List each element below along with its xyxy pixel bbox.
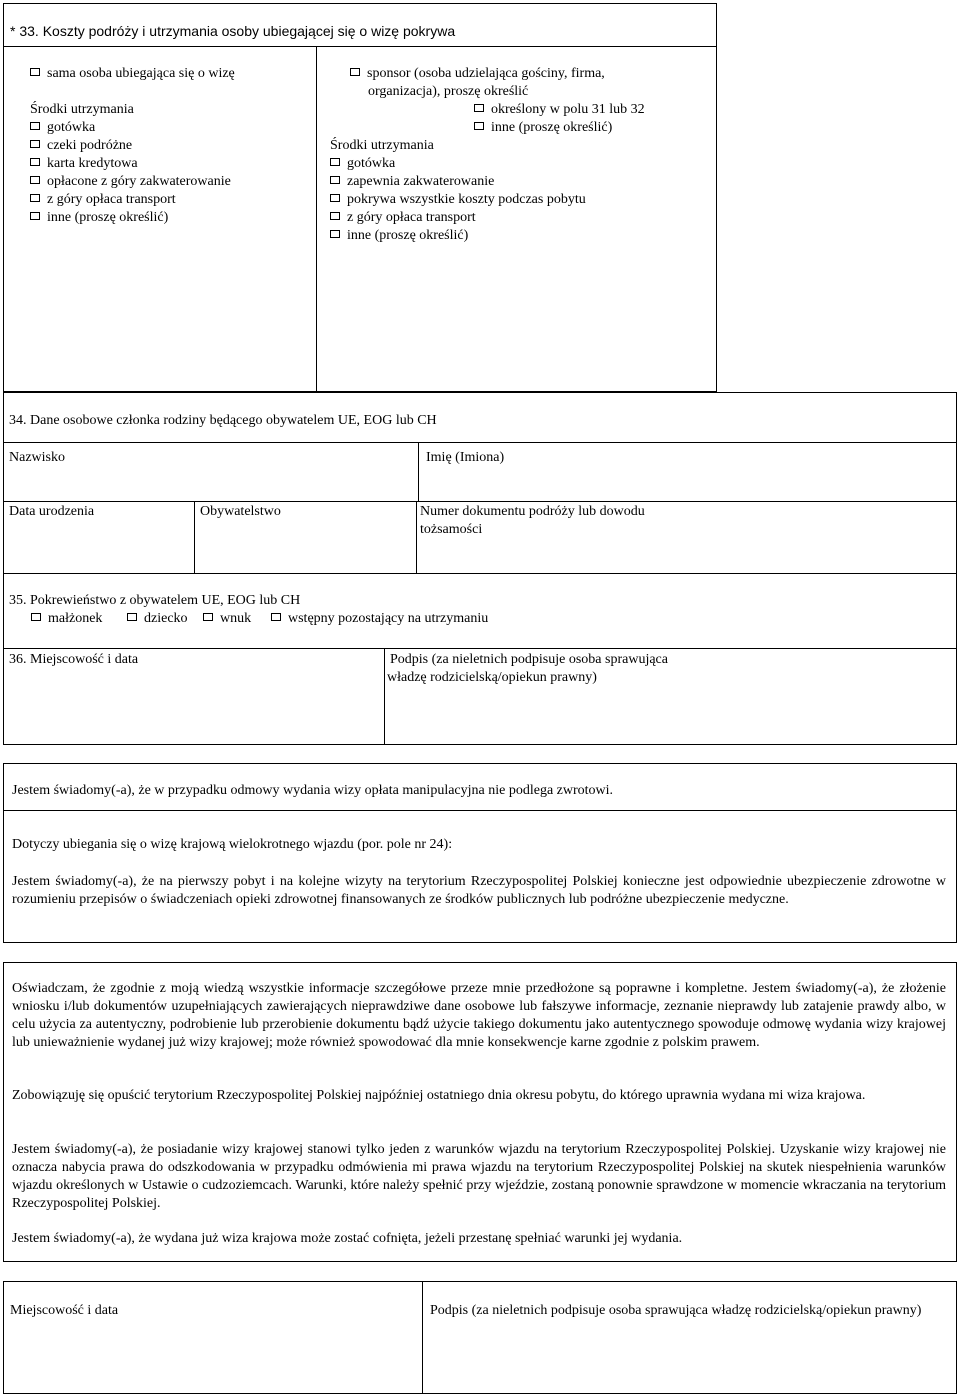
given-names-field[interactable]: Imię (Imiona): [426, 450, 505, 465]
checkbox-icon[interactable]: [330, 194, 340, 202]
option-left-prepaid-transport[interactable]: z góry opłaca transport: [30, 191, 176, 209]
checkbox-icon[interactable]: [30, 194, 40, 202]
section-35-title: 35. Pokrewieństwo z obywatelem UE, EOG lub CH: [9, 593, 301, 608]
option-applicant-self[interactable]: sama osoba ubiegająca się o wizę: [30, 65, 235, 83]
option-spouse[interactable]: małżonek: [31, 610, 102, 628]
checkbox-icon[interactable]: [30, 68, 40, 76]
left-means-header: Środki utrzymania: [30, 102, 134, 117]
sponsor-line-2: organizacja), proszę określić: [368, 84, 529, 99]
option-left-prepaid-accommodation[interactable]: opłacone z góry zakwaterowanie: [30, 173, 231, 191]
surname-field[interactable]: Nazwisko: [9, 450, 65, 465]
s34-divider-v3: [416, 501, 417, 573]
s35-divider: [3, 648, 957, 649]
section-34-36-box: [3, 392, 957, 745]
footer-signature-field[interactable]: Podpis (za nieletnich podpisuje osoba sprawująca władzę rodzicielską/opiekun prawny): [430, 1303, 922, 1318]
checkbox-icon[interactable]: [30, 140, 40, 148]
checkbox-icon[interactable]: [271, 613, 281, 621]
checkbox-icon[interactable]: [330, 212, 340, 220]
option-left-other[interactable]: inne (proszę określić): [30, 209, 168, 227]
notices-divider: [3, 810, 957, 811]
s36-divider-v: [384, 648, 385, 745]
option-left-travellers-cheques[interactable]: czeki podróżne: [30, 137, 132, 155]
option-right-cash[interactable]: gotówka: [330, 155, 395, 173]
s34-divider-3: [3, 573, 957, 574]
option-right-accommodation[interactable]: zapewnia zakwaterowanie: [330, 173, 494, 191]
option-right-all-costs[interactable]: pokrywa wszystkie koszty podczas pobytu: [330, 191, 586, 209]
s34-divider-v1: [418, 442, 419, 501]
right-means-header: Środki utrzymania: [330, 138, 434, 153]
footer-place-and-date-field[interactable]: Miejscowość i data: [10, 1303, 119, 1318]
checkbox-icon[interactable]: [474, 104, 484, 112]
multi-entry-text: Jestem świadomy(-a), że na pierwszy pobyt i na kolejne wizyty na terytorium Rzeczypospolitej Polskiej konieczne jest odpowiednie ubezpieczenie zdrowotne w rozumieniu przepisów o świadczeniach opieki zdrowotnej finansowanych ze środków publicznych lub podróżne ubezpieczenie medyczne.: [12, 874, 946, 907]
s34-divider-1: [3, 442, 957, 443]
checkbox-icon[interactable]: [30, 158, 40, 166]
checkbox-icon[interactable]: [203, 613, 213, 621]
section-33-column-divider: [316, 46, 317, 392]
place-and-date-field[interactable]: 36. Miejscowość i data: [9, 652, 139, 667]
checkbox-icon[interactable]: [330, 158, 340, 166]
option-right-other[interactable]: inne (proszę określić): [330, 227, 468, 245]
fee-notice: Jestem świadomy(-a), że w przypadku odmowy wydania wizy opłata manipulacyjna nie podlega zwrotowi.: [12, 783, 614, 798]
multi-entry-heading: Dotyczy ubiegania się o wizę krajową wielokrotnego wjazdu (por. pole nr 24):: [12, 837, 453, 852]
signature-field[interactable]: Podpis (za nieletnich podpisuje osoba sprawująca: [390, 652, 668, 667]
declaration-paragraph-2: Zobowiązuję się opuścić terytorium Rzeczypospolitej Polskiej najpóźniej ostatniego dnia okresu pobytu, do którego uprawnia wydana mi wiza krajowa.: [12, 1088, 866, 1103]
option-dependent-ascendant[interactable]: wstępny pozostający na utrzymaniu: [271, 610, 488, 628]
footer-divider: [422, 1281, 423, 1394]
option-left-cash[interactable]: gotówka: [30, 119, 95, 137]
signature-field-line-2: władzę rodzicielską/opiekun prawny): [387, 670, 597, 685]
footer-box: [3, 1281, 957, 1394]
option-sponsor-field-31-32[interactable]: określony w polu 31 lub 32: [474, 101, 645, 119]
declaration-paragraph-4: Jestem świadomy(-a), że wydana już wiza krajowa może zostać cofnięta, jeżeli przestanę spełniać warunki jej wydania.: [12, 1231, 683, 1246]
declaration-paragraph-3: Jestem świadomy(-a), że posiadanie wizy krajowej stanowi tylko jeden z warunków wjazdu na terytorium Rzeczypospolitej Polskiej. Uzyskanie wizy krajowej nie oznacza nabycia prawa do odszkodowania w przypadku odmówienia mi prawa wjazdu na terytorium Rzeczypospolitej Polskiej na skutek niespełnienia warunków wjazdu określonych w Ustawie o cudzoziemcach. Warunki, które należy spełnić przy wjeździe, zostaną ponownie sprawdzone w momencie wkraczania na terytorium Rzeczypospolitej Polskiej.: [12, 1142, 946, 1211]
checkbox-icon[interactable]: [474, 122, 484, 130]
section-33-title: * 33. Koszty podróży i utrzymania osoby ubiegającej się o wizę pokrywa: [10, 23, 456, 39]
checkbox-icon[interactable]: [330, 176, 340, 184]
option-left-credit-card[interactable]: karta kredytowa: [30, 155, 138, 173]
section-33-title-divider: [3, 46, 717, 47]
document-number-field-line-2: tożsamości: [420, 522, 483, 537]
checkbox-icon[interactable]: [330, 230, 340, 238]
s34-divider-2: [3, 501, 957, 502]
checkbox-icon[interactable]: [30, 176, 40, 184]
option-child[interactable]: dziecko: [127, 610, 188, 628]
option-grandchild[interactable]: wnuk: [203, 610, 251, 628]
document-number-field[interactable]: Numer dokumentu podróży lub dowodu: [420, 504, 645, 519]
option-right-prepaid-transport[interactable]: z góry opłaca transport: [330, 209, 476, 227]
checkbox-icon[interactable]: [30, 122, 40, 130]
declaration-paragraph-1: Oświadczam, że zgodnie z moją wiedzą wszystkie informacje szczegółowe przeze mnie przedłożone są poprawne i kompletne. Jestem świadomy(-a), że złożenie wniosku i/lub dokumentów uzupełniających zawierających nieprawdziwe dane osobowe lub fałszywe informacje, zeznanie nieprawdy lub zatajenie prawdy albo, w celu użycia za autentyczny, podrobienie lub przerobienie dokumentu bądź użycie takiego dokumentu jako autentycznego spowoduje odmowę wydania wizy krajowej lub unieważnienie wydanej już wizy krajowej; może również spowodować dla mnie konsekwencje karne zgodnie z polskim prawem.: [12, 981, 946, 1050]
citizenship-field[interactable]: Obywatelstwo: [200, 504, 281, 519]
checkbox-icon[interactable]: [30, 212, 40, 220]
section-34-title: 34. Dane osobowe członka rodziny będącego obywatelem UE, EOG lub CH: [9, 413, 437, 428]
checkbox-icon[interactable]: [350, 68, 360, 76]
checkbox-icon[interactable]: [31, 613, 41, 621]
option-sponsor[interactable]: sponsor (osoba udzielająca gościny, firma,: [350, 65, 605, 83]
date-of-birth-field[interactable]: Data urodzenia: [9, 504, 95, 519]
checkbox-icon[interactable]: [127, 613, 137, 621]
option-sponsor-other[interactable]: inne (proszę określić): [474, 119, 612, 137]
s34-divider-v2: [194, 501, 195, 573]
